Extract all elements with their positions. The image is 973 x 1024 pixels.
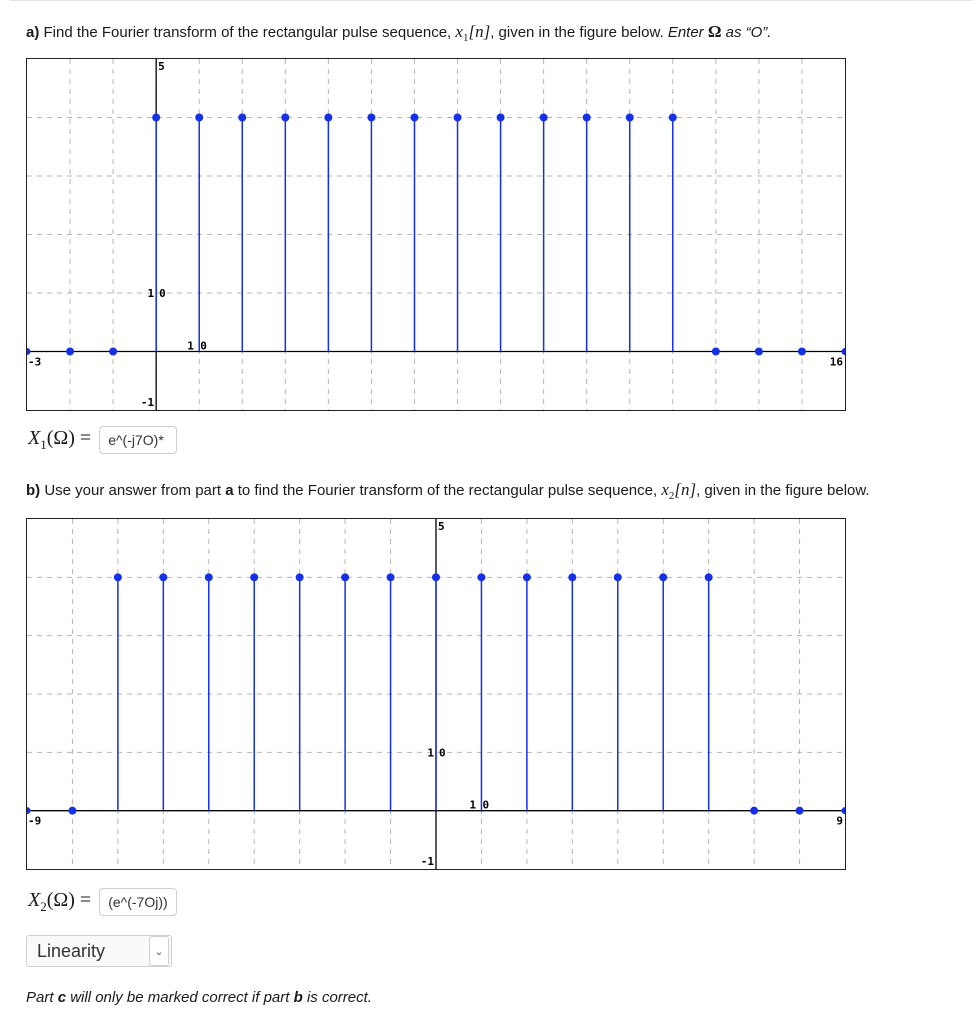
stem-point bbox=[341, 573, 349, 581]
stem-point bbox=[296, 573, 304, 581]
part-b-text-before: Use your answer from part bbox=[40, 482, 226, 499]
part-a-answer-input[interactable]: e^(-j7O)* bbox=[99, 426, 177, 454]
tick-label-x-max: 16 bbox=[829, 355, 843, 369]
tick-label-y-min: -1 bbox=[420, 855, 434, 868]
tick-label-y-zero: 0 bbox=[439, 746, 446, 760]
part-b-prefix: b) bbox=[26, 482, 41, 499]
part-b-answer-label bbox=[28, 889, 91, 915]
stem-point bbox=[114, 573, 122, 581]
stem-point bbox=[659, 573, 667, 581]
part-b-answer-row bbox=[28, 888, 177, 916]
stem-point bbox=[109, 348, 117, 356]
note-part-b-ref: b bbox=[293, 989, 303, 1006]
tick-label-y-zero: 0 bbox=[159, 287, 166, 300]
stem-point bbox=[568, 573, 576, 581]
part-a-omega: Ω bbox=[707, 22, 722, 41]
part-b-text-after: , given in the figure below. bbox=[696, 482, 870, 499]
part-b-seq-sub: 2 bbox=[668, 490, 675, 502]
stem-point bbox=[367, 114, 375, 122]
plot-x1-svg bbox=[27, 59, 845, 410]
part-a-text-after: , given in the figure below. bbox=[490, 24, 668, 41]
part-a-label-fn: X bbox=[28, 427, 41, 449]
plot-x2-svg bbox=[27, 519, 845, 869]
part-a-enter-suffix: as “O”. bbox=[721, 24, 772, 41]
note-text-before: Part bbox=[26, 989, 58, 1006]
part-a-answer-row bbox=[28, 426, 177, 454]
edge-marker-left bbox=[27, 807, 31, 814]
stem-point bbox=[454, 114, 462, 122]
stem-point bbox=[705, 573, 713, 581]
part-a-prefix: a) bbox=[26, 24, 40, 41]
stem-point bbox=[477, 573, 485, 581]
stem-point bbox=[281, 114, 289, 122]
tick-label-x-zero: 0 bbox=[482, 798, 490, 812]
stem-point bbox=[152, 114, 160, 122]
part-a-answer-label bbox=[28, 427, 91, 453]
edge-marker-left bbox=[27, 348, 31, 355]
stem-point bbox=[497, 114, 505, 122]
stem-point bbox=[205, 573, 213, 581]
part-b-answer-input[interactable]: (e^(-7Oj)) bbox=[99, 888, 177, 916]
part-b-label-sub: 2 bbox=[40, 899, 47, 914]
part-a-question bbox=[26, 22, 771, 44]
edge-marker-right bbox=[842, 807, 846, 814]
part-c-note bbox=[26, 989, 372, 1006]
stem-point bbox=[68, 807, 76, 815]
stem-point bbox=[195, 114, 203, 122]
stem-point bbox=[755, 348, 763, 356]
stem-point bbox=[798, 348, 806, 356]
stem-point bbox=[540, 114, 548, 122]
part-b-question bbox=[26, 480, 870, 502]
page-top-border bbox=[10, 0, 973, 1]
stem-point bbox=[614, 573, 622, 581]
tick-label-y-max: 5 bbox=[158, 60, 165, 73]
stem-point bbox=[410, 114, 418, 122]
stem-point bbox=[712, 348, 720, 356]
part-a-label-arg: (Ω) = bbox=[46, 427, 92, 449]
stem-point bbox=[796, 807, 804, 815]
stem-point bbox=[250, 573, 258, 581]
stem-point bbox=[523, 573, 531, 581]
stem-point bbox=[238, 114, 246, 122]
tick-label-y-max: 5 bbox=[438, 520, 445, 533]
stem-point bbox=[750, 807, 758, 815]
chevron-down-icon[interactable]: ⌄ bbox=[149, 936, 169, 966]
tick-label-x-min: -9 bbox=[28, 814, 42, 828]
stem-point bbox=[324, 114, 332, 122]
part-a-enter-prefix: Enter bbox=[667, 24, 708, 41]
part-b-label-fn: X bbox=[28, 889, 41, 911]
property-dropdown-value: Linearity bbox=[37, 940, 106, 961]
note-text-middle: will only be marked correct if part bbox=[66, 989, 294, 1006]
part-a-text-before: Find the Fourier transform of the rectangular pulse sequence, bbox=[39, 24, 456, 41]
tick-label-y-one: 1 bbox=[147, 287, 155, 300]
part-b-seq-name: x bbox=[661, 480, 669, 499]
tick-label-x-min: -3 bbox=[28, 355, 42, 369]
part-a-seq-sub: 1 bbox=[462, 32, 469, 44]
stem-point bbox=[626, 114, 634, 122]
plot-x2 bbox=[26, 518, 846, 870]
tick-label-x-one: 1 bbox=[469, 798, 477, 812]
stem-point bbox=[159, 573, 167, 581]
tick-label-x-one: 1 bbox=[187, 339, 194, 353]
part-b-label-arg: (Ω) = bbox=[46, 889, 92, 911]
tick-label-y-min: -1 bbox=[140, 396, 155, 409]
stem-point bbox=[669, 114, 677, 122]
part-a-seq-arg: [n] bbox=[468, 22, 491, 41]
plot-x1 bbox=[26, 58, 846, 411]
tick-label-y-one: 1 bbox=[427, 746, 434, 760]
part-b-part-ref: a bbox=[225, 482, 234, 499]
part-a-seq-name: x bbox=[455, 22, 463, 41]
tick-label-x-max: 9 bbox=[836, 814, 843, 828]
property-dropdown[interactable] bbox=[26, 935, 172, 967]
tick-label-x-zero: 0 bbox=[200, 339, 207, 353]
edge-marker-right bbox=[842, 348, 846, 355]
note-text-after: is correct. bbox=[302, 989, 372, 1006]
part-b-seq-arg: [n] bbox=[674, 480, 697, 499]
stem-point bbox=[387, 573, 395, 581]
note-part-c-ref: c bbox=[57, 989, 67, 1006]
part-a-label-sub: 1 bbox=[40, 437, 47, 452]
stem-point bbox=[583, 114, 591, 122]
stem-point bbox=[66, 348, 74, 356]
stem-point bbox=[432, 573, 440, 581]
part-b-text-middle: to find the Fourier transform of the rectangular pulse sequence, bbox=[233, 482, 662, 499]
